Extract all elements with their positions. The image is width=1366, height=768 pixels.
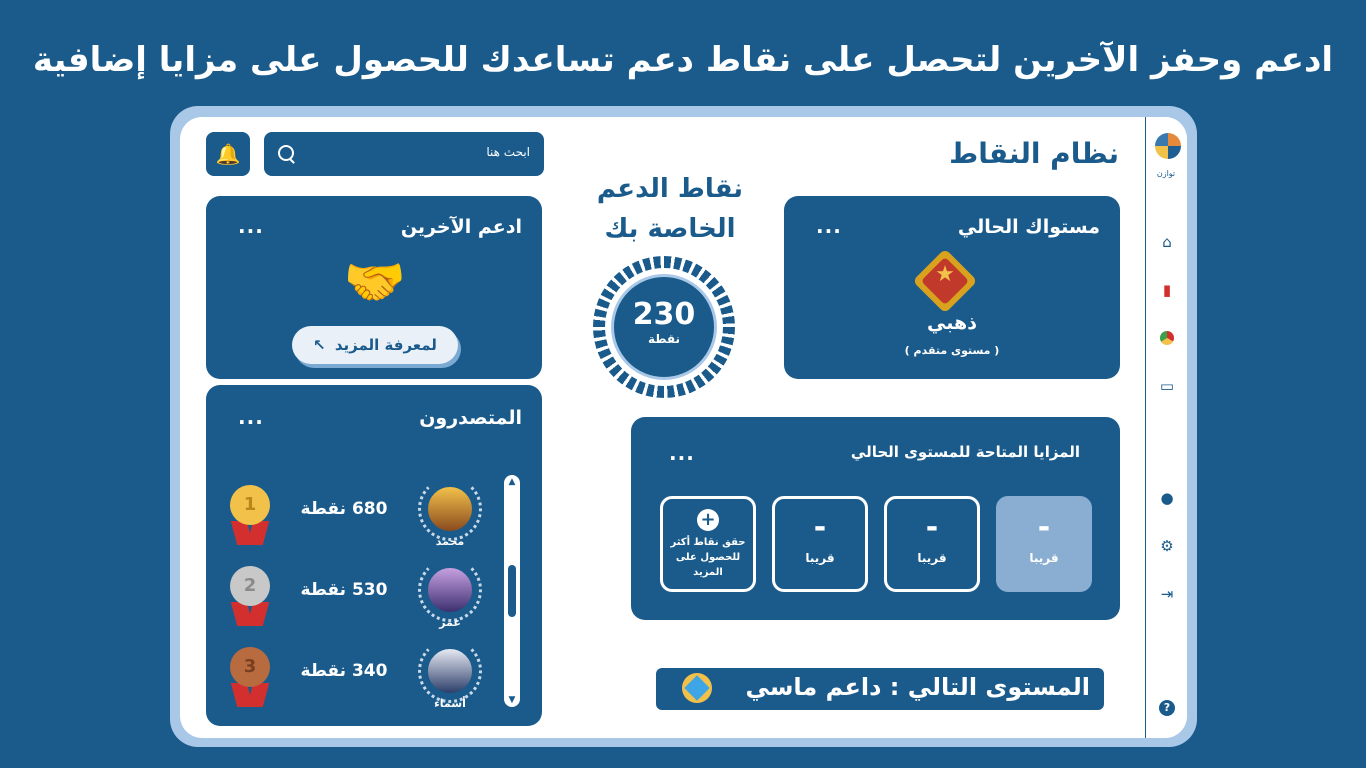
page-title: نظام النقاط [949, 137, 1119, 170]
diamond-badge-icon [682, 673, 712, 703]
logo-icon[interactable] [1155, 133, 1181, 159]
perks-more-icon[interactable]: ... [669, 441, 695, 465]
leaders-title: المتصدرون [419, 407, 522, 429]
support-others-card [206, 196, 542, 379]
add-perk-slot[interactable] [660, 496, 756, 592]
support-points-title: نقاط الدعم الخاصة بك [596, 174, 744, 244]
scroll-up-icon[interactable]: ▲ [508, 477, 516, 487]
level-sub: ( مستوى متقدم ) [904, 344, 1000, 357]
avatar [426, 485, 474, 533]
perk-slot[interactable]: - قريبا [996, 496, 1092, 592]
points-gauge [593, 256, 735, 398]
bell-icon[interactable]: 🔔 [206, 132, 250, 176]
avatar [426, 647, 474, 695]
gold-medal-icon: 1 [228, 485, 272, 545]
leader-points: 340 نقطة [300, 661, 388, 681]
level-name: ذهبي [927, 312, 977, 334]
scroll-thumb[interactable] [508, 565, 516, 617]
points-value: 230 [632, 297, 696, 332]
leader-name: عمر [439, 616, 461, 629]
silver-medal-icon: 2 [228, 566, 272, 626]
perks-title: المزايا المتاحة للمستوى الحالي [850, 443, 1080, 461]
scroll-down-icon[interactable]: ▼ [508, 695, 516, 705]
star-icon: ★ [935, 262, 955, 287]
points-unit: نقطة [647, 332, 681, 346]
page-headline: ادعم وحفز الآخرين لتحصل على نقاط دعم تساعدك للحصول على مزايا إضافية [32, 40, 1334, 80]
wallet-icon[interactable]: ▭ [1159, 377, 1175, 395]
user-icon[interactable]: ● [1160, 489, 1174, 507]
learn-more-button[interactable] [292, 326, 458, 364]
avatar [426, 566, 474, 614]
learn-more-label: لمعرفة المزيد [334, 336, 437, 354]
chart-icon[interactable]: ▮ [1162, 281, 1172, 299]
app-screen [180, 117, 1187, 738]
perk-label: قريبا [917, 551, 947, 565]
support-others-more-icon[interactable]: ... [238, 214, 264, 238]
leaders-card [206, 385, 542, 726]
add-perk-text: حقق نقاط أكثر للحصول على المزيد [670, 537, 746, 578]
perk-slot[interactable]: - قريبا [772, 496, 868, 592]
logo-text: توازن [1156, 169, 1176, 178]
leader-points: 680 نقطة [300, 499, 388, 519]
perk-label: قريبا [805, 551, 835, 565]
sidebar [1145, 117, 1187, 738]
leader-points: 530 نقطة [300, 580, 388, 600]
logout-icon[interactable]: ⇥ [1160, 585, 1174, 603]
current-level-title: مستواك الحالي [957, 216, 1100, 238]
leader-name: أسماء [434, 697, 466, 710]
home-icon[interactable]: ⌂ [1162, 233, 1172, 251]
current-level-more-icon[interactable]: ... [816, 214, 842, 238]
next-level-bar [656, 668, 1104, 710]
next-level-text: المستوى التالي : داعم ماسي [745, 673, 1090, 701]
perk-slot[interactable]: - قريبا [884, 496, 980, 592]
current-level-card [784, 196, 1120, 379]
leader-name: محمد [435, 535, 465, 548]
perks-card [631, 417, 1120, 620]
search-placeholder: ابحث هنا [486, 145, 530, 159]
cursor-click-icon: ↖ [313, 336, 326, 354]
perk-label: قريبا [1029, 551, 1059, 565]
help-icon[interactable]: ? [1158, 697, 1176, 715]
bronze-medal-icon: 3 [228, 647, 272, 707]
search-input[interactable] [264, 132, 544, 176]
pie-icon[interactable] [1158, 329, 1176, 347]
leaders-more-icon[interactable]: ... [238, 405, 264, 429]
support-others-title: ادعم الآخرين [400, 216, 522, 238]
plus-icon[interactable]: + [697, 509, 719, 531]
leaders-scrollbar[interactable] [504, 475, 520, 707]
gear-icon[interactable]: ⚙ [1160, 537, 1174, 555]
search-icon[interactable] [278, 145, 294, 161]
handshake-icon: 🤝 [343, 253, 407, 311]
